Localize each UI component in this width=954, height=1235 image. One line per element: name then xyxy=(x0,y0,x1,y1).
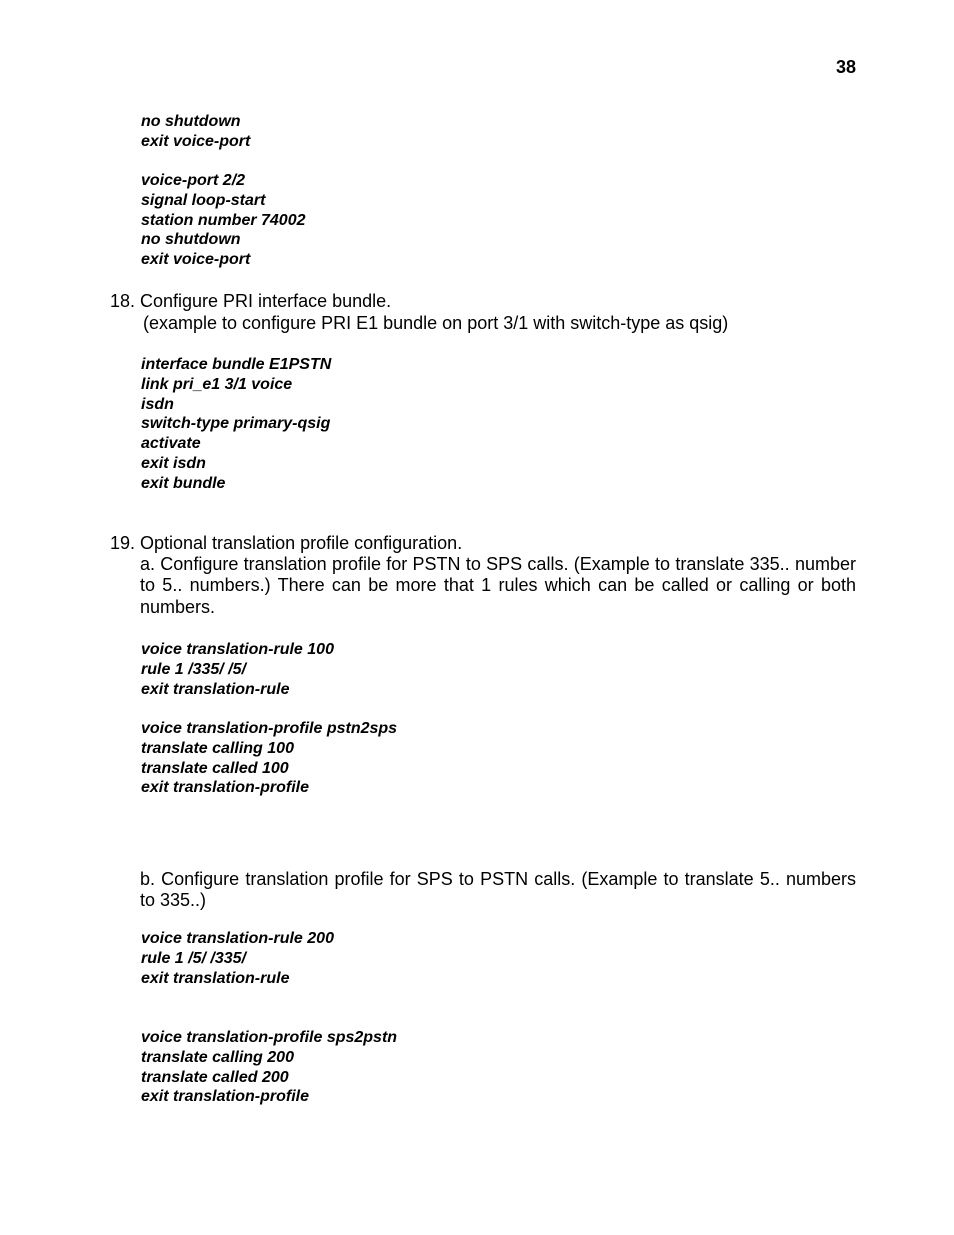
code-line: voice translation-profile pstn2sps xyxy=(141,720,398,737)
code-line: signal loop-start xyxy=(141,191,266,209)
code-line: isdn xyxy=(141,395,174,413)
code-line: voice translation-profile sps2pstn xyxy=(141,1029,398,1046)
code-line: exit translation-rule xyxy=(141,680,290,698)
code-line: station number 74002 xyxy=(141,211,306,229)
code-line: voice translation-rule 100 xyxy=(141,641,334,658)
code-line: exit translation-rule xyxy=(141,969,290,987)
code-line: translate called 100 xyxy=(141,759,289,777)
code-block-translation-rule-200 xyxy=(141,929,334,988)
code-line: voice translation-rule 200 xyxy=(141,930,334,947)
code-block-translation-rule-100 xyxy=(141,640,334,699)
code-line: translate called 200 xyxy=(141,1068,289,1086)
code-block-voice-port-end xyxy=(141,112,250,152)
step-18-title: Configure PRI interface bundle. xyxy=(140,291,392,311)
code-line: exit translation-profile xyxy=(141,779,310,797)
code-block-translation-profile-sps2pstn xyxy=(141,1028,397,1107)
code-line: no shutdown xyxy=(141,113,241,130)
step-19-number: 19. xyxy=(110,533,136,553)
page-number: 38 xyxy=(835,57,856,77)
code-block-interface-bundle xyxy=(141,355,331,494)
code-line: no shutdown xyxy=(141,231,241,249)
code-line: rule 1 /335/ /5/ xyxy=(141,660,246,678)
step-19-part-a-text: a. Configure translation profile for PSTN to SPS calls. (Example to translate 335.. number to 5.. numbers.) There can be more that 1 rules which can be called or calling or both numbers. xyxy=(140,554,856,617)
code-line: interface bundle E1PSTN xyxy=(141,356,332,373)
step-19-title: Optional translation profile configuration. xyxy=(140,533,463,553)
code-line: switch-type primary-qsig xyxy=(141,415,331,433)
code-line: rule 1 /5/ /335/ xyxy=(141,949,246,967)
code-line: exit bundle xyxy=(141,474,226,492)
code-line: activate xyxy=(141,435,201,453)
code-line: link pri_e1 3/1 voice xyxy=(141,375,293,393)
step-19-part-b-text: b. Configure translation profile for SPS to PSTN calls. (Example to translate 5.. numbers to 335..) xyxy=(140,869,856,911)
step-18-number: 18. xyxy=(110,291,136,311)
code-line: exit isdn xyxy=(141,454,206,472)
code-block-translation-profile-pstn2sps xyxy=(141,719,397,798)
code-line: exit voice-port xyxy=(141,132,251,150)
code-line: exit voice-port xyxy=(141,251,251,269)
step-18-note: (example to configure PRI E1 bundle on port 3/1 with switch-type as qsig) xyxy=(143,313,729,333)
code-line: translate calling 200 xyxy=(141,1048,294,1066)
code-block-voice-port-2-2 xyxy=(141,171,306,270)
code-line: voice-port 2/2 xyxy=(141,172,246,189)
code-line: exit translation-profile xyxy=(141,1088,310,1106)
code-line: translate calling 100 xyxy=(141,739,294,757)
